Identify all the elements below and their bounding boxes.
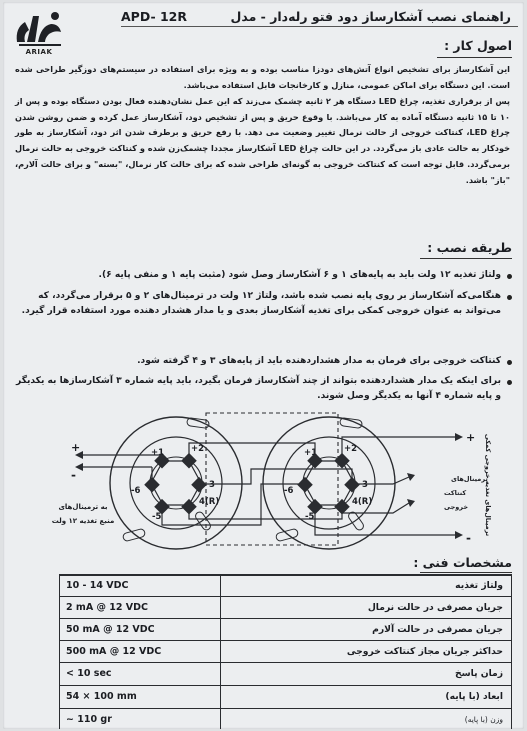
wiring-diagram: [11, 407, 516, 552]
title-text: راهنمای نصب آشکارساز دود فتو رله‌دار - مدل: [230, 9, 511, 24]
contact-note-line-1: ترمینال‌های: [451, 475, 488, 483]
bullet-text: هنگامی‌که آشکارساز بر روی پایه نصب شده باشد، ولتاژ ۱۲ ولت در ترمینال‌های ۲ و ۵ برقرار می‌گردد، که می‌تواند به عنوان خروجی کمکی برای تغذیه آشکارساز بعدی و یا مدار هشدار دهنده مورد استفاده قرار گیرد.: [21, 291, 501, 316]
left-minus-label: -: [71, 468, 76, 482]
left-terminal-5-label: -5: [152, 512, 162, 522]
ariak-logo: [11, 8, 67, 60]
spec-label: ابعاد (با پایه): [445, 691, 503, 702]
usage-paragraph-1: این آشکارساز برای تشخیص انواع آتش‌های دودزا مناسب بوده و به ویژه برای استفاده در سیستم‌های دوزگیر طراحی شده است. این دستگاه برای اماکن عمومی، منازل و کارخانجات قابل استفاده می‌باشد.: [15, 64, 510, 90]
spec-value: ~ 110 gr: [66, 714, 112, 725]
spec-value: 54 × 100 mm: [66, 691, 137, 702]
left-terminal-2-label: +2: [191, 444, 205, 454]
table-row: [60, 618, 511, 641]
install-bullet-4: [15, 374, 512, 404]
supply-note-line-2: منبع تغذیه ۱۲ ولت: [51, 517, 115, 525]
specs-heading: مشخصات فنی :: [413, 555, 512, 570]
table-row: [60, 708, 511, 729]
side-note: ترمینال‌های تغذیه خروجی کمکی: [484, 433, 492, 537]
spec-value: 2 mA @ 12 VDC: [66, 602, 149, 613]
table-row: [60, 640, 511, 663]
title-divider: [121, 26, 518, 27]
spec-value: 10 - 14 VDC: [66, 580, 129, 591]
left-detector-base: [110, 417, 242, 549]
spec-label: جریان مصرفی در حالت نرمال: [367, 602, 503, 613]
right-terminal-5-label: -5: [305, 512, 315, 522]
right-terminal-1-label: +1: [304, 448, 318, 458]
spec-label: ولتاژ تغذیه: [455, 580, 503, 591]
install-bullet-2: [15, 289, 512, 319]
right-plus-label: +: [466, 431, 476, 444]
right-terminal-3-label: 3: [362, 480, 368, 490]
bullet-text: ولتاژ تغذیه ۱۲ ولت باید به پایه‌های ۱ و ۶ آشکارساز وصل شود (مثبت پایه ۱ و منفی پایه ۶).: [98, 270, 501, 280]
bullet-dot: [507, 295, 512, 300]
supply-note-line-1: به ترمینال‌های: [58, 503, 108, 511]
arrow-icon: [75, 463, 83, 471]
spec-label: جریان مصرفی در حالت آلارم: [372, 624, 503, 635]
contact-note-line-2: کنتاکت: [444, 489, 467, 497]
right-terminal-6-label: -6: [284, 486, 294, 496]
install-heading: طریقه نصب :: [427, 240, 512, 255]
usage-paragraph-2: پس از برقراری تغذیه، چراغ LED دستگاه هر ۲ ثانیه چشمک می‌زند که این عمل نشان‌دهنده فعال بودن دستگاه بوده و پس از ۱۰ تا ۱۵ ثانیه دستگاه آماده به کار می‌باشد. با وقوع حریق و پس از تشخیص دود، آشکارساز عمل کرده و ضمن روشن شدن چراغ LED، کنتاکت خروجی از حالت نرمال تغییر وضعیت می دهد. با رفع حریق و برطرف شدن اثر دود، آشکارساز به طور خودکار به حالت عادی باز می‌گردد. در این حالت چراغ LED آشکارساز مجددا چشمک‌زن شده و کنتاکت خروجی به حالت نرمال برمی‌گردد. قابل توجه است که کنتاکت خروجی به گونه‌ای طراحی شده که برای حالت کار نرمال، "بسته" و برای حالت آلارم، "باز" باشد.: [15, 96, 510, 185]
left-terminal-6-label: -6: [131, 486, 141, 496]
spec-value: 50 mA @ 12 VDC: [66, 624, 155, 635]
table-row: [60, 596, 511, 619]
table-row: [60, 575, 511, 597]
bullet-text: برای اینکه یک مدار هشداردهنده بتواند از چند آشکارساز فرمان بگیرد، باید پایه شماره ۳ آشکارسازها به یکدیگر و پایه شماره ۴ آنها به یکدیگر وصل شوند.: [16, 376, 501, 401]
left-terminal-1-label: +1: [151, 448, 165, 458]
spec-value: < 10 sec: [66, 668, 112, 679]
bullet-dot: [507, 274, 512, 279]
arrow-icon: [455, 531, 463, 539]
spec-label: حداکثر جریان مجاز کنتاکت خروجی: [346, 646, 503, 657]
specs-table: [59, 574, 512, 729]
left-terminal-4-label: 4(R): [199, 497, 220, 507]
spec-value: 500 mA @ 12 VDC: [66, 646, 162, 657]
install-heading-underline: [420, 258, 512, 259]
logo-mark-icon: [11, 8, 67, 50]
left-terminal-3-label: 3: [209, 480, 215, 490]
spec-label: زمان پاسخ: [454, 668, 503, 679]
bullet-dot: [507, 380, 512, 385]
usage-heading-underline: [437, 57, 512, 58]
bullet-text: کنتاکت خروجی برای فرمان به مدار هشداردهنده باید از پایه‌های ۳ و ۴ گرفته شود.: [137, 356, 501, 366]
right-minus-label: -: [466, 531, 471, 545]
right-terminal-4-label: 4(R): [352, 497, 373, 507]
usage-heading: اصول کار :: [444, 38, 512, 53]
install-bullet-3: [15, 354, 512, 369]
specs-heading-underline: [420, 572, 512, 573]
instruction-sheet: [3, 2, 524, 729]
right-terminal-2-label: +2: [344, 444, 358, 454]
install-bullet-1: [15, 268, 512, 283]
bullet-dot: [507, 360, 512, 365]
arrow-icon: [455, 433, 463, 441]
spec-label: وزن (با پایه): [464, 715, 503, 724]
logo-text: ARIAK: [25, 48, 53, 56]
left-plus-label: +: [71, 441, 81, 454]
contact-note-line-3: خروجی: [444, 503, 469, 511]
table-row: [60, 685, 511, 709]
table-row: [60, 662, 511, 686]
model-number: APD- 12R: [121, 9, 188, 24]
